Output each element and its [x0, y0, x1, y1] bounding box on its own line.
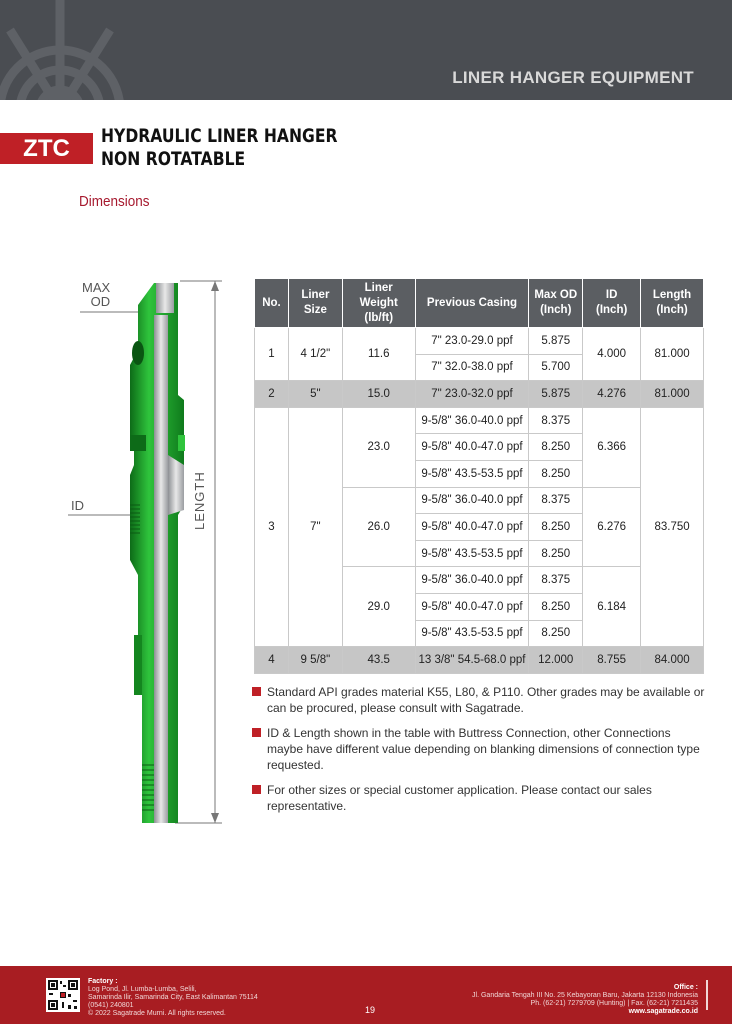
cell-previous-casing: 9-5/8" 40.0-47.0 ppf: [415, 514, 529, 541]
notes-list: [252, 684, 708, 823]
cell-previous-casing: 9-5/8" 40.0-47.0 ppf: [415, 434, 529, 461]
cell-previous-casing: 9-5/8" 36.0-40.0 ppf: [415, 567, 529, 594]
factory-line2: Samarinda Ilir, Samarinda City, East Kalimantan 75114: [88, 994, 258, 1001]
cell-max-od: 8.250: [529, 434, 583, 461]
cell-liner-weight: 43.5: [342, 647, 415, 674]
cell-liner-size: 9 5/8": [288, 647, 342, 674]
table-row: [255, 647, 704, 674]
dimensions-table: [254, 278, 704, 674]
cell-max-od: 8.250: [529, 460, 583, 487]
cell-max-od: 8.250: [529, 514, 583, 541]
cell-id: 4.000: [583, 328, 641, 381]
note-item: [252, 782, 708, 814]
cell-id: 6.184: [583, 567, 641, 647]
office-divider: [706, 980, 708, 1010]
max-od-label: [82, 281, 110, 309]
column-header: [641, 279, 704, 328]
cell-liner-size: 5": [288, 381, 342, 408]
cell-no: 2: [255, 381, 289, 408]
column-header-text: Max OD: [534, 289, 578, 301]
factory-label: Factory :: [88, 978, 118, 985]
bullet-icon: [252, 728, 261, 737]
cell-max-od: 5.875: [529, 381, 583, 408]
office-line1: Jl. Gandaria Tengah III No. 25 Kebayoran Baru, Jakarta 12130 Indonesia: [472, 992, 698, 999]
liner-hanger-drawing: [60, 275, 240, 835]
table-row: [255, 328, 704, 355]
bullet-icon: [252, 687, 261, 696]
cell-max-od: 8.250: [529, 593, 583, 620]
note-text: ID & Length shown in the table with Buttress Connection, other Connections maybe have different value depending on blanking dimensions of connection type requested.: [267, 726, 700, 772]
column-header: [529, 279, 583, 328]
length-label: LENGTH: [192, 471, 207, 530]
tool-illustration: [60, 275, 240, 835]
cell-previous-casing: 7" 23.0-29.0 ppf: [415, 328, 529, 355]
column-header-text: (lb/ft): [364, 311, 394, 324]
column-header-text: (Inch): [540, 304, 572, 316]
cell-id: 4.276: [583, 381, 641, 408]
cell-no: 1: [255, 328, 289, 381]
cell-liner-weight: 26.0: [342, 487, 415, 567]
cell-liner-weight: 23.0: [342, 407, 415, 487]
table-header-row: [255, 279, 704, 328]
section-title: LINER HANGER EQUIPMENT: [452, 68, 694, 87]
cell-max-od: 12.000: [529, 647, 583, 674]
cell-max-od: 8.250: [529, 620, 583, 647]
cell-liner-weight: 15.0: [342, 381, 415, 408]
product-title-line1: HYDRAULIC LINER HANGER: [101, 125, 338, 147]
column-header-text: Liner Size: [301, 289, 330, 316]
page-number: 19: [365, 1005, 376, 1015]
office-label: Office :: [673, 984, 698, 991]
column-header: [255, 279, 289, 328]
cell-liner-size: 4 1/2": [288, 328, 342, 381]
column-header-text: Liner Weight: [359, 281, 398, 309]
cell-previous-casing: 7" 23.0-32.0 ppf: [415, 381, 529, 408]
note-text: Standard API grades material K55, L80, & P110. Other grades may be available or can be procured, please consult with Sagatrade.: [267, 685, 705, 715]
cell-max-od: 5.700: [529, 354, 583, 381]
column-header: [288, 279, 342, 328]
column-header-text: Length: [652, 289, 692, 301]
column-header: [342, 279, 415, 328]
factory-line1: Log Pond, Jl. Lumba-Lumba, Selili,: [88, 986, 197, 993]
page-header: [0, 0, 732, 100]
factory-line3: (0541) 240801: [88, 1002, 134, 1009]
bullet-icon: [252, 785, 261, 794]
note-text: For other sizes or special customer application. Please contact our sales representative.: [267, 783, 652, 813]
cell-previous-casing: 13 3/8" 54.5-68.0 ppf: [415, 647, 529, 674]
cell-max-od: 8.375: [529, 487, 583, 514]
cell-max-od: 8.375: [529, 407, 583, 434]
cell-previous-casing: 9-5/8" 36.0-40.0 ppf: [415, 407, 529, 434]
column-header-text: (Inch): [656, 304, 688, 316]
max-od-label-line2: OD: [90, 294, 111, 309]
cell-max-od: 8.375: [529, 567, 583, 594]
table-row: [255, 407, 704, 434]
factory-address: [88, 978, 258, 1018]
cell-id: 6.366: [583, 407, 641, 487]
company-logo: [0, 0, 140, 100]
cell-previous-casing: 9-5/8" 40.0-47.0 ppf: [415, 593, 529, 620]
cell-liner-size: 7": [288, 407, 342, 646]
cell-liner-weight: 11.6: [342, 328, 415, 381]
cell-previous-casing: 9-5/8" 36.0-40.0 ppf: [415, 487, 529, 514]
column-header: [415, 279, 529, 328]
cell-id: 8.755: [583, 647, 641, 674]
cell-length: 81.000: [641, 328, 704, 381]
cell-previous-casing: 9-5/8" 43.5-53.5 ppf: [415, 620, 529, 647]
cell-id: 6.276: [583, 487, 641, 567]
column-header-text: ID: [605, 289, 618, 301]
office-address: [472, 984, 698, 1016]
note-item: [252, 725, 708, 773]
cell-max-od: 8.250: [529, 540, 583, 567]
product-title: [101, 125, 337, 171]
column-header-text: No.: [262, 296, 281, 309]
cell-liner-weight: 29.0: [342, 567, 415, 647]
note-item: [252, 684, 708, 716]
cell-previous-casing: 7" 32.0-38.0 ppf: [415, 354, 529, 381]
cell-max-od: 5.875: [529, 328, 583, 355]
cell-length: 83.750: [641, 407, 704, 646]
max-od-label-line1: MAX: [82, 280, 111, 295]
column-header-text: Previous Casing: [426, 296, 518, 309]
cell-length: 84.000: [641, 647, 704, 674]
cell-previous-casing: 9-5/8" 43.5-53.5 ppf: [415, 540, 529, 567]
id-label: ID: [71, 498, 84, 513]
cell-length: 81.000: [641, 381, 704, 408]
qr-code: [46, 978, 80, 1012]
product-title-line2: NON ROTATABLE: [101, 148, 246, 170]
table-row: [255, 381, 704, 408]
cell-no: 3: [255, 407, 289, 646]
product-code-badge: ZTC: [0, 133, 93, 164]
website-link[interactable]: www.sagatrade.co.id: [628, 1008, 698, 1015]
copyright: © 2022 Sagatrade Murni. All rights reserved.: [88, 1010, 226, 1017]
cell-no: 4: [255, 647, 289, 674]
cell-previous-casing: 9-5/8" 43.5-53.5 ppf: [415, 460, 529, 487]
office-line2: Ph. (62-21) 7279709 (Hunting) | Fax. (62-21) 7211435: [530, 1000, 698, 1007]
column-header: [583, 279, 641, 328]
page-footer: [0, 966, 732, 1024]
dimensions-heading: Dimensions: [79, 193, 150, 210]
column-header-text: (Inch): [596, 304, 628, 316]
